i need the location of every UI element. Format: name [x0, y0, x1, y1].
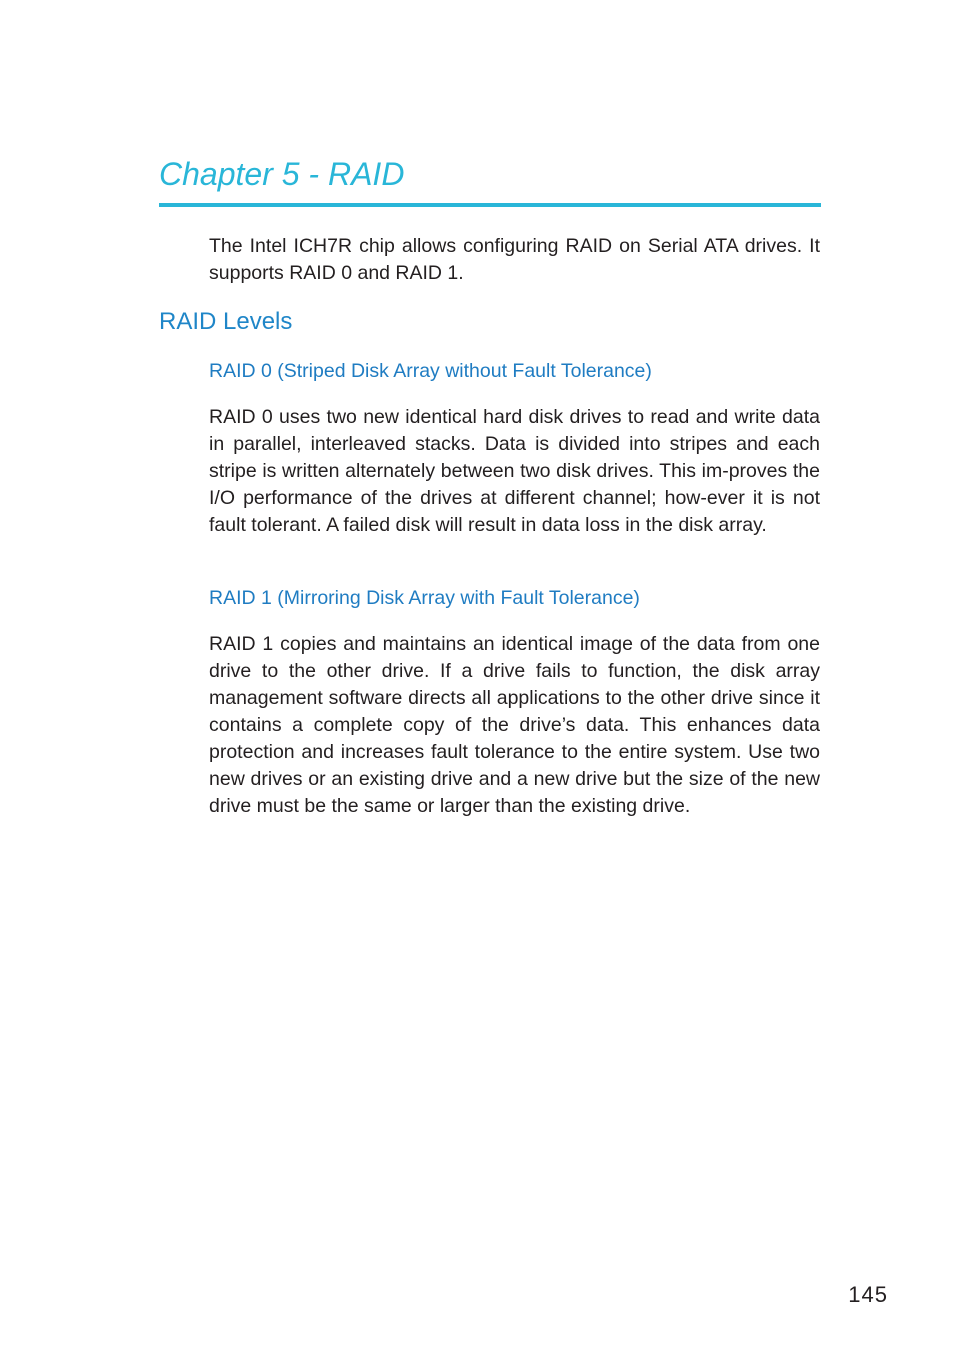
raid0-heading: RAID 0 (Striped Disk Array without Fault Tolerance) — [209, 360, 652, 382]
chapter-title-rule — [159, 203, 821, 207]
chapter-title: Chapter 5 - RAID — [159, 156, 405, 192]
raid1-heading: RAID 1 (Mirroring Disk Array with Fault Tolerance) — [209, 587, 640, 609]
raid0-paragraph: RAID 0 uses two new identical hard disk drives to read and write data in parallel, interleaved stacks. Data is divided into stripes and each stripe is written alternately between two disk drives. This im-proves the I/O performance of the drives at different channel; how-ever it is not fault tolerant. A failed disk will result in data loss in the disk array. — [209, 406, 820, 536]
intro-paragraph: The Intel ICH7R chip allows configuring RAID on Serial ATA drives. It supports RAID 0 and RAID 1. — [209, 235, 820, 284]
page-number: 145 — [848, 1282, 888, 1307]
section-heading-raid-levels: RAID Levels — [159, 308, 293, 335]
raid1-paragraph: RAID 1 copies and maintains an identical image of the data from one drive to the other drive. If a drive fails to function, the disk array management software directs all applications to the other drive since it contains a complete copy of the drive’s data. This enhances data protection and increases fault tolerance to the entire system. Use two new drives or an existing drive and a new drive but the size of the new drive must be the same or larger than the existing drive. — [209, 633, 820, 817]
